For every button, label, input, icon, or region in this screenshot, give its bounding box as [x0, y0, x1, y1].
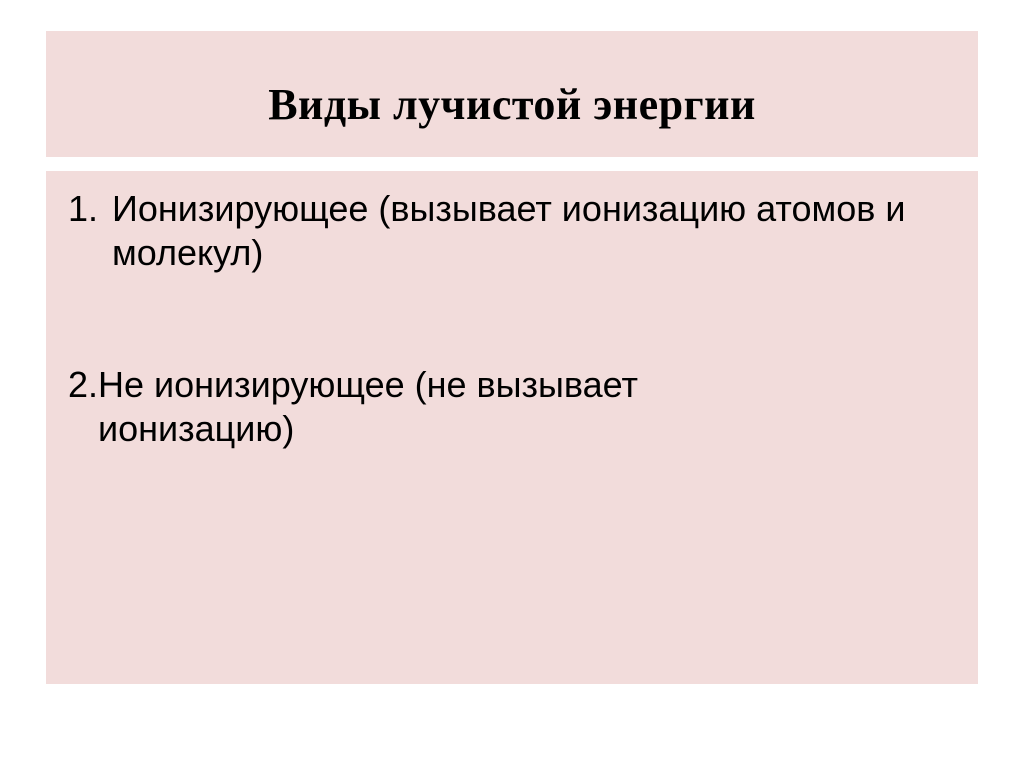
- page-title: Виды лучистой энергии: [268, 80, 756, 129]
- list-item-text: Не ионизирующее (не вызывает ионизацию): [98, 363, 638, 449]
- title-band: [46, 31, 978, 157]
- content-band: [46, 171, 978, 684]
- content-list: [60, 187, 948, 451]
- list-item-marker: 1.: [68, 188, 99, 229]
- list-item: [60, 187, 948, 275]
- list-item: [60, 363, 948, 451]
- list-item-text: Ионизирующее (вызывает ионизацию атомов и молекул): [112, 188, 906, 273]
- list-item-marker: 2.: [68, 363, 99, 405]
